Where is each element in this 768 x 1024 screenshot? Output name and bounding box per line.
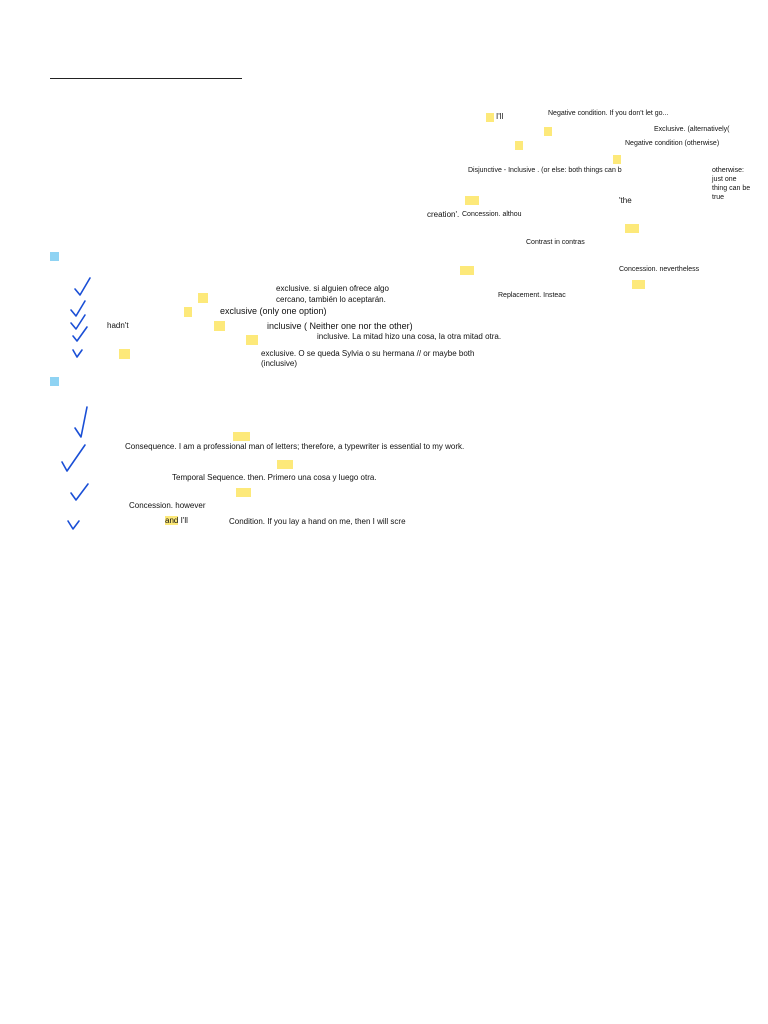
text-consequence: Consequence. I am a professional man of letters; therefore, a typewriter is essential to my work. — [125, 442, 465, 451]
highlight-blank — [486, 113, 494, 122]
text-contrast: Contrast in contras — [526, 239, 585, 246]
otherwise-note — [712, 166, 750, 202]
text-concession-nevertheless: Concession. nevertheless — [619, 266, 700, 273]
text-exclusive-alternatively: Exclusive. (alternatively( — [654, 126, 730, 133]
text-condition: Condition. If you lay a hand on me, then I will scre — [229, 517, 406, 526]
text-inclusive-neither: inclusive ( Neither one nor the other) — [267, 321, 413, 331]
text-negative-condition-2: Negative condition (otherwise) — [625, 140, 720, 147]
text-replacement: Replacement. Insteac — [498, 292, 566, 299]
text-the-quote: 'the — [619, 196, 632, 205]
text-inclusive-mitad: inclusive. La mitad hizo una cosa, la otra mitad otra. — [317, 332, 502, 341]
highlight-blank — [246, 335, 258, 345]
text-negative-condition-1: Negative condition. If you don't let go... — [548, 110, 669, 117]
highlight-blank — [625, 224, 639, 233]
highlight-blank — [277, 460, 293, 469]
highlight-blank — [119, 349, 130, 359]
note-line: otherwise: — [712, 167, 744, 174]
check-mark-icon — [72, 348, 88, 360]
text-disjunctive: Disjunctive - Inclusive . (or else: both things can b — [468, 167, 622, 174]
text-exclusive-only: exclusive (only one option) — [220, 306, 327, 316]
highlight-blank — [236, 488, 251, 497]
highlight-blank — [613, 155, 621, 164]
text-exclusive-si-line1: exclusive. si alguien ofrece algo — [276, 284, 389, 293]
text-ill: I'll — [496, 112, 504, 121]
highlight-blank — [515, 141, 523, 150]
check-mark-icon — [72, 326, 92, 346]
text-temporal-sequence: Temporal Sequence. then. Primero una cosa y luego otra. — [172, 473, 377, 482]
text-concession-although: Concession. althou — [462, 211, 522, 218]
section-marker — [50, 252, 59, 261]
highlight-blank — [465, 196, 479, 205]
text-concession-however: Concession. however — [129, 501, 206, 510]
note-line: thing can be — [712, 185, 751, 192]
check-mark-icon — [70, 483, 92, 503]
text-exclusive-si-line2: cercano, también lo aceptarán. — [276, 295, 386, 304]
text-hadnt: hadn't — [107, 321, 129, 330]
highlight-blank — [460, 266, 474, 275]
text-and-ill — [165, 516, 188, 525]
highlighted-word-and: and — [165, 516, 179, 525]
text-exclusive-sylvia: exclusive. O se queda Sylvia o su hermana // or maybe both — [261, 349, 475, 358]
check-mark-icon — [67, 519, 83, 533]
text-creation: creation'. — [427, 210, 460, 219]
check-mark-icon — [61, 444, 87, 474]
highlight-blank — [214, 321, 225, 331]
check-mark-icon — [74, 406, 96, 440]
header-rule — [50, 78, 242, 79]
highlight-blank — [632, 280, 645, 289]
section-marker — [50, 377, 59, 386]
word-ill: I'll — [180, 516, 188, 525]
highlight-blank — [198, 293, 208, 303]
highlight-blank — [544, 127, 552, 136]
check-mark-icon — [74, 277, 94, 297]
text-inclusive-paren: (inclusive) — [261, 359, 298, 368]
highlight-blank — [184, 307, 192, 317]
highlight-blank — [233, 432, 250, 441]
note-line: true — [712, 194, 725, 201]
note-line: just one — [712, 176, 737, 183]
